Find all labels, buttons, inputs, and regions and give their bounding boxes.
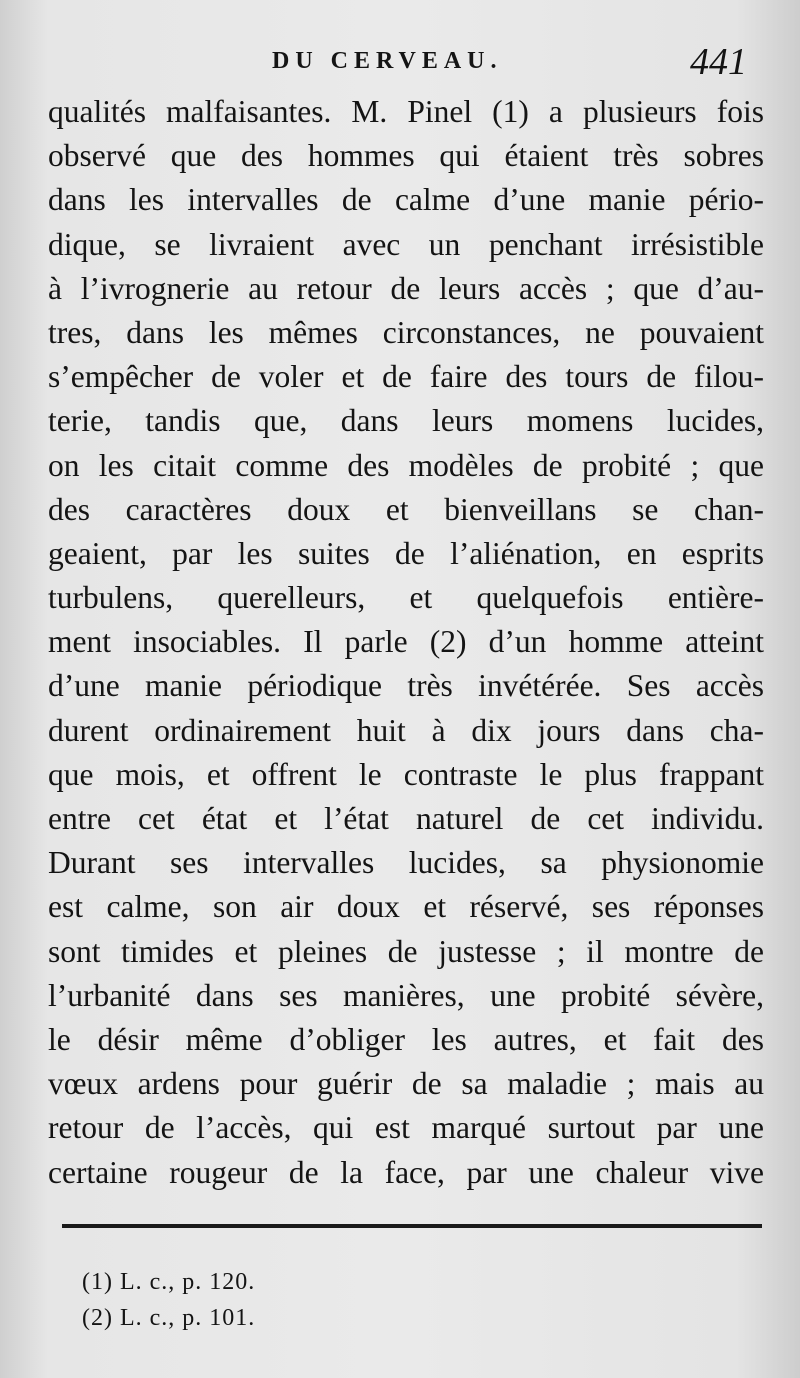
text-line: qualités malfaisantes. M. Pinel (1) a plusieurs fois <box>48 94 764 129</box>
text-line: certaine rougeur de la face, par une chaleur vive <box>48 1154 764 1190</box>
text-line: turbulens, querelleurs, et quelquefois entière- <box>48 580 764 616</box>
text-line: Durant ses intervalles lucides, sa physionomie <box>48 845 764 881</box>
text-line: retour de l’accès, qui est marqué surtout par une <box>48 1110 764 1146</box>
text-line: d’une manie périodique très invétérée. Ses accès <box>48 668 764 704</box>
text-line: est calme, son air doux et réservé, ses réponses <box>48 889 764 925</box>
text-line: à l’ivrognerie au retour de leurs accès ; que d’au- <box>48 270 764 306</box>
text-line: vœux ardens pour guérir de sa maladie ; mais au <box>48 1066 764 1102</box>
text-line: dique, se livraient avec un penchant irrésistible <box>48 226 764 262</box>
page-number: 441 <box>690 41 747 83</box>
text-line: geaient, par les suites de l’aliénation, en esprits <box>48 535 764 571</box>
text-line: tres, dans les mêmes circonstances, ne pouvaient <box>48 314 764 350</box>
text-line: l’urbanité dans ses manières, une probité sévère, <box>48 977 764 1013</box>
text-line: que mois, et offrent le contraste le plus frappant <box>48 756 764 792</box>
text-line: sont timides et pleines de justesse ; il montre de <box>48 933 764 969</box>
text-line: des caractères doux et bienveillans se chan- <box>48 491 764 527</box>
text-line: s’empêcher de voler et de faire des tours de filou- <box>48 359 764 395</box>
text-line: durent ordinairement huit à dix jours dans cha- <box>48 712 764 748</box>
text-line: dans les intervalles de calme d’une manie pério- <box>48 182 764 218</box>
footnote: (1) L. c., p. 120. <box>82 1269 256 1295</box>
footnotes <box>82 1264 255 1336</box>
text-line: le désir même d’obliger les autres, et fait des <box>48 1021 764 1057</box>
running-title: DU CERVEAU. <box>272 48 503 74</box>
text-line: ment insociables. Il parle (2) d’un homme atteint <box>48 624 764 660</box>
text-line: on les citait comme des modèles de probité ; que <box>48 447 764 483</box>
running-head <box>0 41 800 88</box>
footnote-rule <box>62 1224 762 1228</box>
text-line: observé que des hommes qui étaient très sobres <box>48 138 764 174</box>
text-line: terie, tandis que, dans leurs momens lucides, <box>48 403 764 439</box>
text-line: entre cet état et l’état naturel de cet individu. <box>48 801 764 836</box>
body-text <box>48 90 764 1195</box>
footnote: (2) L. c., p. 101. <box>82 1305 256 1331</box>
